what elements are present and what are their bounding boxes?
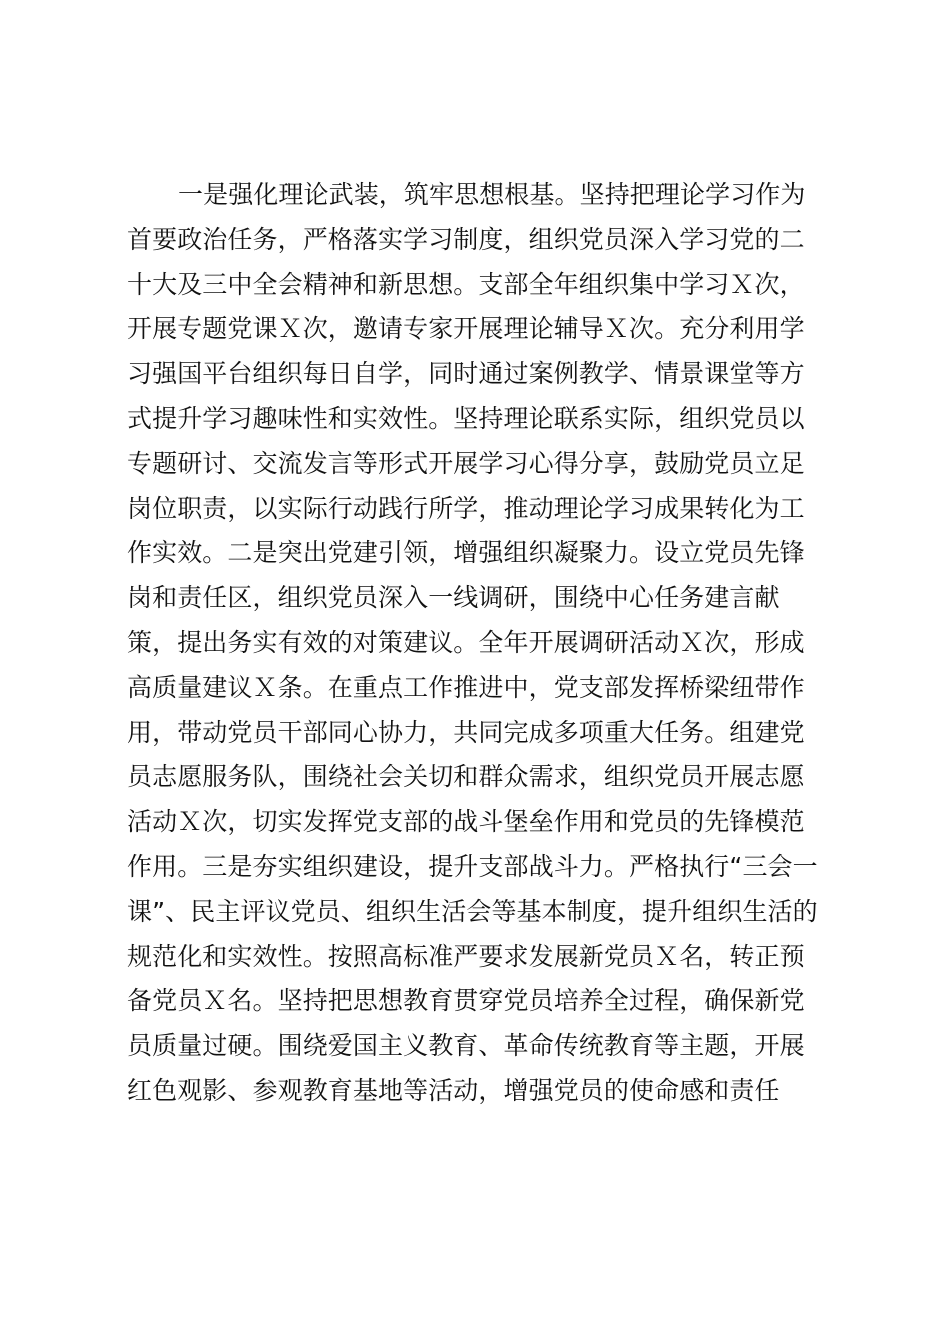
text-line: 红色观影、参观教育基地等活动，增强党员的使命感和责任 — [127, 1075, 780, 1105]
text-line: 规范化和实效性。按照高标准严要求发展新党员Ｘ名，转正预 — [127, 941, 805, 971]
text-line: 式提升学习趣味性和实效性。坚持理论联系实际，组织党员以 — [127, 403, 805, 433]
text-line: 高质量建议Ｘ条。在重点工作推进中，党支部发挥桥梁纽带作 — [127, 672, 805, 702]
text-line: 活动Ｘ次，切实发挥党支部的战斗堡垒作用和党员的先锋模范 — [127, 807, 805, 837]
text-line: 员质量过硬。围绕爱国主义教育、革命传统教育等主题，开展 — [127, 1031, 805, 1061]
text-line: 员志愿服务队，围绕社会关切和群众需求，组织党员开展志愿 — [127, 762, 805, 792]
text-line: 备党员Ｘ名。坚持把思想教育贯穿党员培养全过程，确保新党 — [127, 986, 805, 1016]
text-line: 开展专题党课Ｘ次，邀请专家开展理论辅导Ｘ次。充分利用学 — [127, 314, 805, 344]
text-line: 作实效。二是突出党建引领，增强组织凝聚力。设立党员先锋 — [127, 538, 805, 568]
text-line: 专题研讨、交流发言等形式开展学习心得分享，鼓励党员立足 — [127, 448, 805, 478]
text-line: 习强国平台组织每日自学，同时通过案例教学、情景课堂等方 — [127, 359, 805, 389]
text-line: 策，提出务实有效的对策建议。全年开展调研活动Ｘ次，形成 — [127, 627, 805, 657]
text-line: 十大及三中全会精神和新思想。支部全年组织集中学习Ｘ次， — [127, 269, 805, 299]
text-line: 首要政治任务，严格落实学习制度，组织党员深入学习党的二 — [127, 224, 805, 254]
body-paragraph — [127, 173, 847, 1114]
text-line: 岗和责任区，组织党员深入一线调研，围绕中心任务建言献 — [127, 583, 780, 613]
text-line: 一是强化理论武装，筑牢思想根基。坚持把理论学习作为 — [178, 180, 806, 209]
text-line: 作用。三是夯实组织建设，提升支部战斗力。严格执行“三会一 — [127, 851, 818, 881]
text-line: 用，带动党员干部同心协力，共同完成多项重大任务。组建党 — [127, 717, 805, 747]
text-line: 岗位职责，以实际行动践行所学，推动理论学习成果转化为工 — [127, 493, 805, 523]
text-line: 课”、民主评议党员、组织生活会等基本制度，提升组织生活的 — [127, 896, 818, 926]
